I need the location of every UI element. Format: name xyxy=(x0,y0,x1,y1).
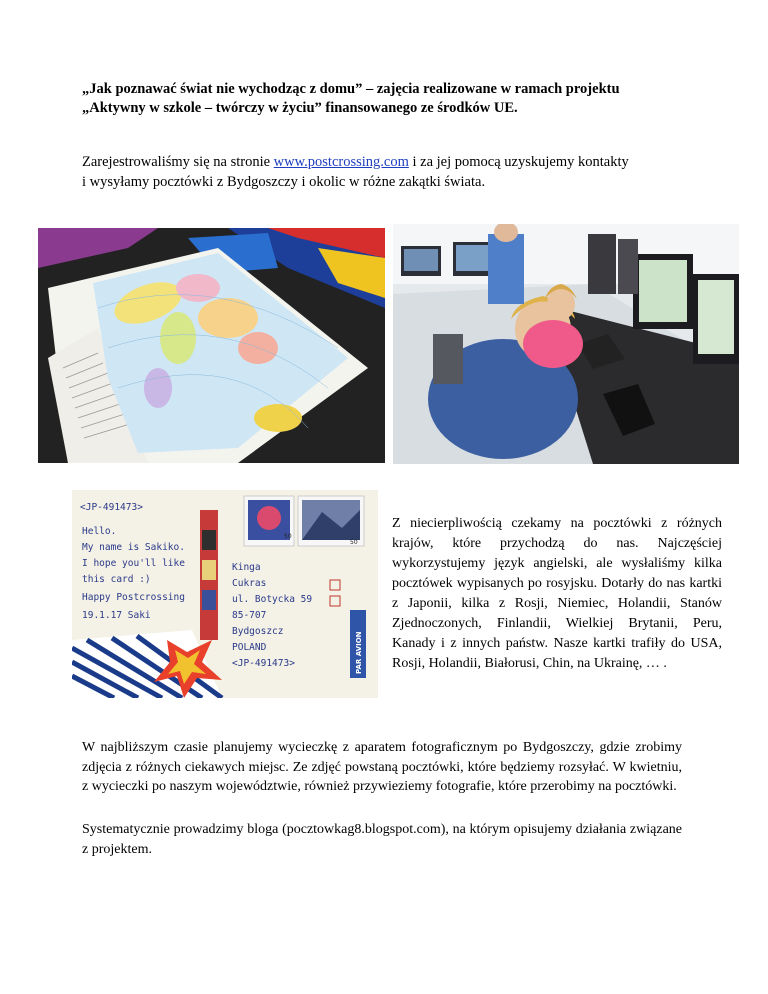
address-line-7: <JP-491473> xyxy=(232,658,295,669)
address-line-1: Kinga xyxy=(232,562,261,573)
intro-text-before-link: Zarejestrowaliśmy się na stronie xyxy=(82,154,274,170)
airmail-text: PAR AVION xyxy=(355,631,363,674)
computer-lab-photo xyxy=(393,224,739,464)
title-line-2: „Aktywny w szkole – twórczy w życiu” finansowanego ze środków UE. xyxy=(82,100,518,116)
airmail-label xyxy=(350,610,366,678)
address-line-6: POLAND xyxy=(232,642,267,653)
postcard-illustration xyxy=(72,490,378,698)
planned-trip-paragraph: W najbliższym czasie planujemy wycieczkę z aparatem fotograficznym po Bydgoszczy, gdzie zrobimy zdjęcia z różnych ciekawych miejsc. Ze zdjęć powstaną pocztówki, które będziemy rozsyłać. W kwietniu, z wycieczki po naszym województwie, również przywieziemy fotografie, które przerobimy na pocztówki. xyxy=(82,740,682,794)
postcard-message-line-1: Hello. xyxy=(82,526,117,537)
atlas-photo xyxy=(38,228,385,463)
postcrossing-link[interactable]: www.postcrossing.com xyxy=(273,154,409,170)
title-line-1: „Jak poznawać świat nie wychodząc z domu” – zajęcia realizowane w ramach projektu xyxy=(82,81,620,97)
postage-stamps xyxy=(244,496,364,546)
intro-line-1 xyxy=(82,152,692,172)
intro-paragraph xyxy=(82,152,692,192)
stamp-value-2: 50 xyxy=(350,539,358,546)
postcard-code: <JP-491473> xyxy=(80,502,143,513)
address-line-4: 85-707 xyxy=(232,610,267,621)
address-line-3: ul. Botycka 59 xyxy=(232,594,313,605)
intro-line-2: i wysyłamy pocztówki z Bydgoszczy i okolic w różne zakątki świata. xyxy=(82,174,486,190)
postcard-message-line-2: My name is Sakiko. xyxy=(82,542,185,553)
atlas-photo-illustration xyxy=(38,228,385,463)
blog-paragraph: Systematycznie prowadzimy bloga (pocztowkag8.blogspot.com), na którym opisujemy działania związane z projektem. xyxy=(82,822,682,857)
stamp-value-1: 50 xyxy=(284,533,292,540)
postcards-received-paragraph: Z niecierpliwością czekamy na pocztówki z różnych krajów, które przychodzą do nas. Najczęściej wykorzystujemy język angielski, ale wysłaliśmy kilka pocztówek wypisanych po rosyjsku. Dotarły do nas kartki z Japonii, kilka z Rosji, Niemiec, Holandii, Stanów Zjednoczonych, Finlandii, Wielkiej Brytanii, Peru, Kanady i z innych państw. Nasze kartki trafiły do USA, Rosji, Holandii, Białorusi, Chin, na Ukrainę, … . xyxy=(392,516,722,671)
postcard-message-line-6: 19.1.17 Saki xyxy=(82,610,151,621)
postcard-message-line-4: this card :) xyxy=(82,574,151,585)
computer-lab-illustration xyxy=(393,224,739,464)
intro-text-after-link: i za jej pomocą uzyskujemy kontakty xyxy=(408,154,629,170)
postcard-photo xyxy=(72,490,378,698)
postcard-message-line-3: I hope you'll like xyxy=(82,558,185,569)
address-line-2: Cukras xyxy=(232,578,267,589)
address-line-5: Bydgoszcz xyxy=(232,626,284,637)
document-title xyxy=(82,80,682,118)
postcard-message-line-5: Happy Postcrossing xyxy=(82,592,185,603)
